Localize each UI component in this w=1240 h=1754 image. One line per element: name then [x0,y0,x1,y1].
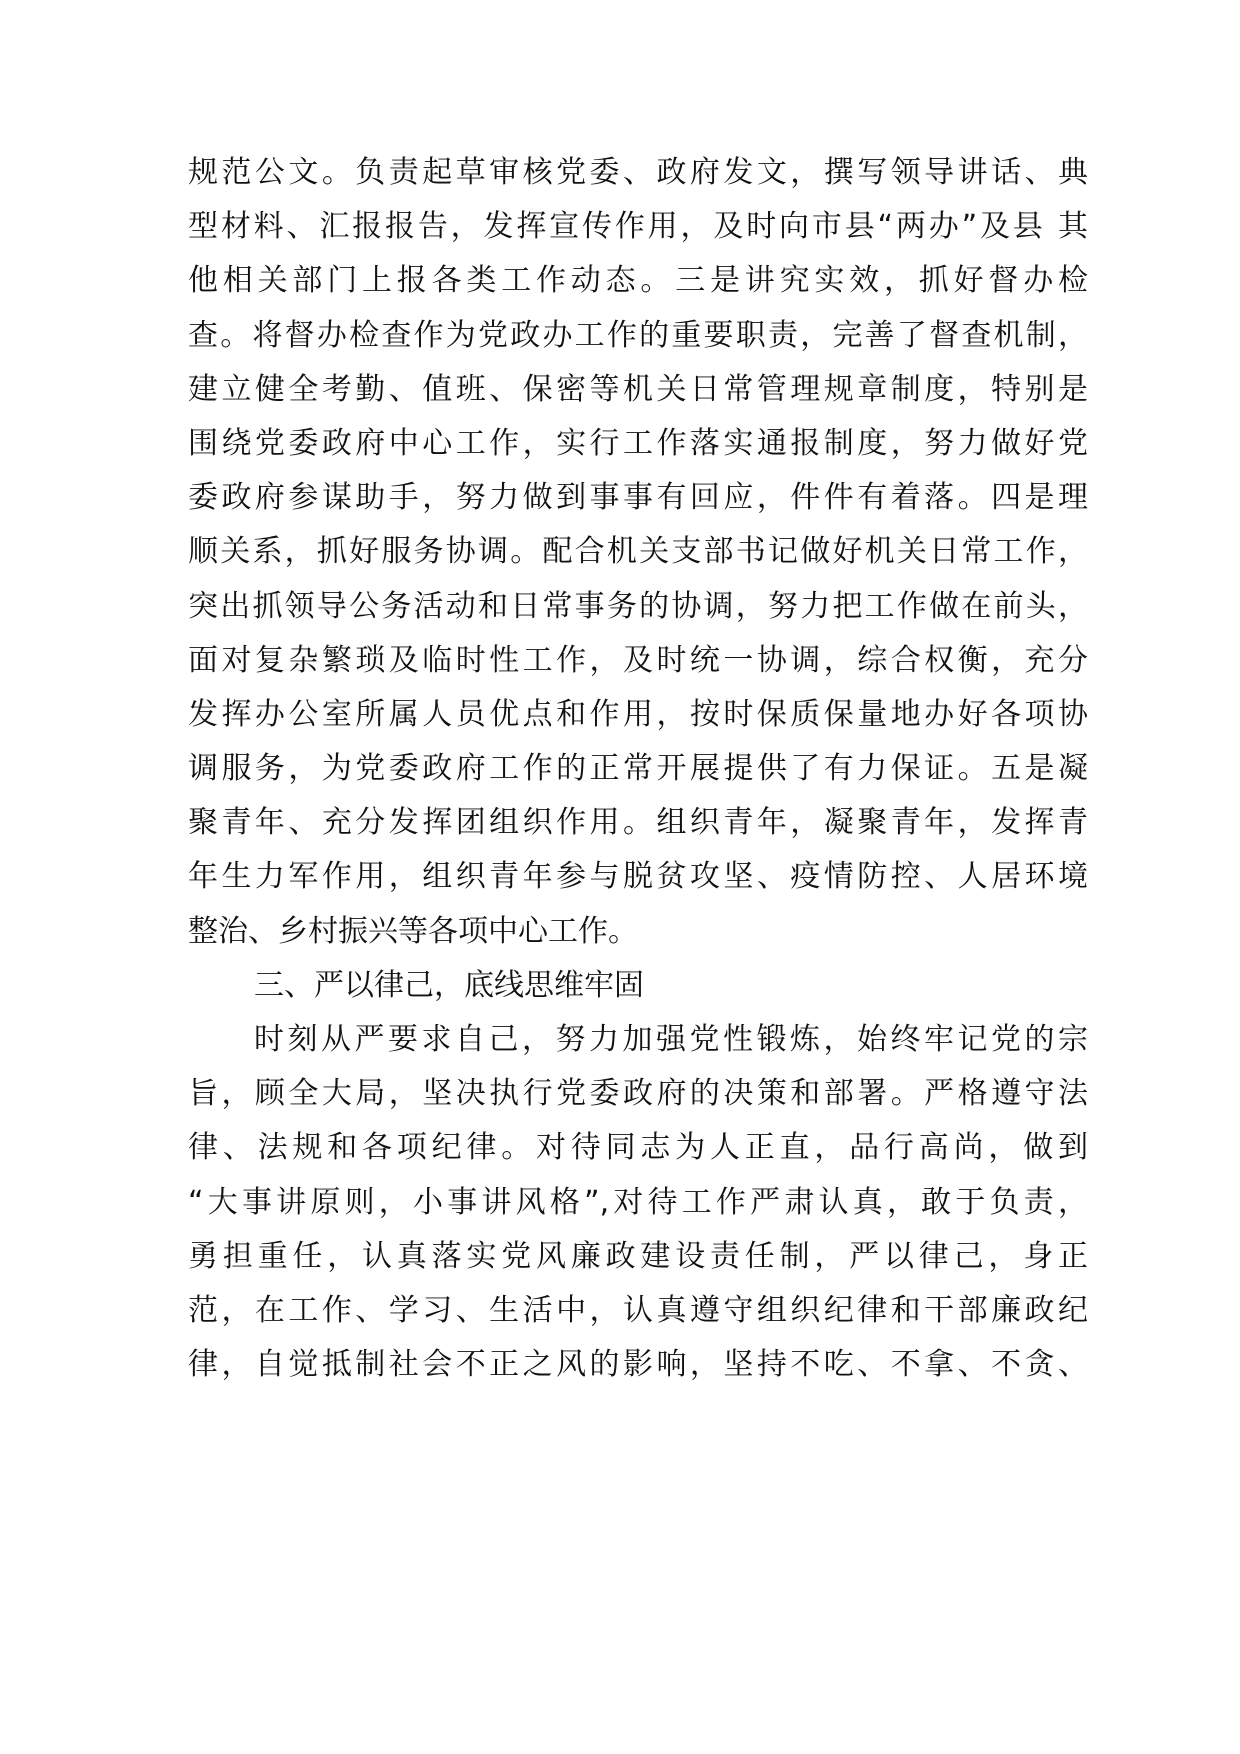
paragraph-line: “大事讲原则，小事讲风格”,对待工作严肃认真，敢于负责， [188,1184,1088,1220]
paragraph-line: 发挥办公室所属人员优点和作用，按时保质保量地办好各项协 [188,696,1088,732]
paragraph-line: 勇担重任，认真落实党风廉政建设责任制，严以律己，身正 [188,1238,1088,1274]
paragraph-line: 规范公文。负责起草审核党委、政府发文，撰写领导讲话、典 [188,155,1088,190]
paragraph-line: 建立健全考勤、值班、保密等机关日常管理规章制度，特别是 [188,371,1088,407]
paragraph-line: 范，在工作、学习、生活中，认真遵守组织纪律和干部廉政纪 [188,1292,1088,1328]
paragraph-line: 调服务，为党委政府工作的正常开展提供了有力保证。五是凝 [188,751,1088,787]
paragraph-line: 时刻从严要求自己，努力加强党性锻炼，始终牢记党的宗 [254,1022,1088,1057]
document-body [188,146,1088,1392]
paragraph-line: 顺关系，抓好服务协调。配合机关支部书记做好机关日常工作， [188,534,1088,570]
paragraph-line: 律，自觉抵制社会不正之风的影响，坚持不吃、不拿、不贪、 [188,1347,1088,1383]
paragraph-line: 律、法规和各项纪律。对待同志为人正直，品行高尚，做到 [188,1130,1088,1166]
paragraph-line: 面对复杂繁琐及临时性工作，及时统一协调，综合权衡，充分 [188,642,1088,678]
paragraph-line: 委政府参谋助手，努力做到事事有回应，件件有着落。四是理 [188,480,1088,516]
paragraph-line: 年生力军作用，组织青年参与脱贫攻坚、疫情防控、人居环境 [188,859,1088,895]
paragraph-line: 突出抓领导公务活动和日常事务的协调，努力把工作做在前头， [188,588,1088,624]
paragraph-line: 查。将督办检查作为党政办工作的重要职责，完善了督查机制， [188,317,1088,353]
paragraph-line: 整治、乡村振兴等各项中心工作。 [188,913,638,949]
paragraph-line: 他相关部门上报各类工作动态。三是讲究实效，抓好督办检 [188,263,1088,299]
paragraph-2 [188,1013,1088,1392]
paragraph-line: 旨，顾全大局，坚决执行党委政府的决策和部署。严格遵守法 [188,1076,1088,1112]
paragraph-line: 型材料、汇报报告，发挥宣传作用，及时向市县“两办”及县 其 [188,209,1088,245]
paragraph-line: 聚青年、充分发挥团组织作用。组织青年，凝聚青年，发挥青 [188,805,1088,841]
section-heading: 三、严以律己，底线思维牢固 [254,967,644,1003]
paragraph-line: 围绕党委政府中心工作，实行工作落实通报制度，努力做好党 [188,425,1088,461]
paragraph-1 [188,146,1088,959]
